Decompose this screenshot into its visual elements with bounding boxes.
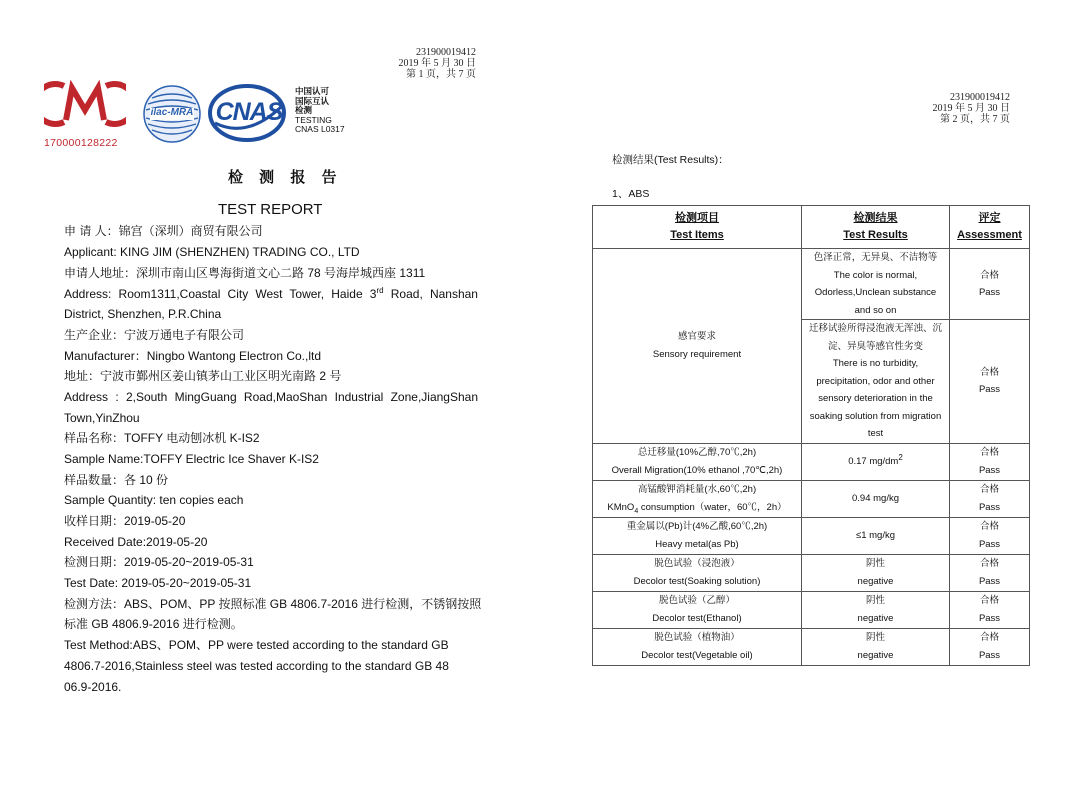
pass-cn: 合格	[979, 558, 999, 569]
header-test-results	[802, 206, 950, 249]
report-title-en: TEST REPORT	[218, 201, 323, 218]
result-value-en: negative	[857, 575, 894, 587]
pass-cn: 合格	[979, 632, 999, 643]
page2-header-meta	[892, 92, 1010, 125]
pass-cn: 合格	[979, 484, 999, 495]
result-line: test	[867, 428, 884, 439]
test-results-table	[592, 205, 1030, 666]
manufacturer-cn: 生产企业：宁波万通电子有限公司	[64, 328, 245, 342]
item-cn: 脱色试验（浸泡液）	[654, 558, 740, 569]
result-line: The color is normal,	[833, 269, 918, 281]
item-cell	[593, 628, 802, 665]
assessment-cell	[950, 628, 1030, 665]
applicant-address-cn: 申请人地址：深圳市南山区粤海街道文心二路 78 号海岸城西座 1311	[64, 266, 426, 280]
cnas-line: TESTING	[295, 114, 332, 125]
sample-name-en: Sample Name:TOFFY Electric Ice Shaver K-IS2	[64, 452, 319, 466]
header-test-items	[593, 206, 802, 249]
table-row	[593, 249, 1030, 320]
test-method-cn: 检测方法：ABS、POM、PP 按照标准 GB 4806.7-2016 进行检测，不锈钢按照	[64, 597, 482, 611]
cnas-mark-text: CNAS	[215, 98, 283, 126]
page1-date: 2019 年 5 月 30 日	[398, 58, 476, 69]
cma-number: 170000128222	[44, 137, 118, 149]
item-en-part-a: KMnO	[607, 501, 635, 513]
pass-en: Pass	[978, 501, 1001, 513]
item-cn: 重金属以(Pb)计(4%乙酸,60℃,2h)	[626, 521, 768, 532]
result-cell	[802, 517, 950, 554]
header-item-cn: 检测项目	[675, 212, 719, 224]
page1-header-meta	[360, 47, 476, 80]
table-row	[593, 554, 1030, 591]
pass-en: Pass	[978, 649, 1001, 661]
pass-en: Pass	[978, 575, 1001, 587]
pass-en: Pass	[978, 538, 1001, 550]
header-result-en: Test Results	[843, 229, 908, 241]
item-en	[595, 499, 799, 517]
table-row	[593, 443, 1030, 480]
manufacturer-en: Manufacturer：Ningbo Wantong Electron Co.,ltd	[64, 349, 322, 363]
result-value: 阴性	[865, 632, 885, 643]
table-row	[593, 517, 1030, 554]
pass-cn: 合格	[979, 447, 999, 458]
section-abs: 1、ABS	[612, 188, 650, 200]
item-cell	[593, 554, 802, 591]
cnas-logo	[207, 83, 291, 143]
pass-cn: 合格	[979, 521, 999, 532]
result-value: 阴性	[865, 595, 885, 606]
pass-en: Pass	[978, 384, 1001, 396]
sample-quantity-cn: 样品数量：各 10 份	[64, 473, 169, 487]
item-cn: 总迁移量(10%乙醇,70℃,2h)	[637, 447, 757, 458]
item-cell	[593, 591, 802, 628]
item-en-part-b: consumption（water，60℃，2h）	[638, 501, 787, 513]
item-en: Sensory requirement	[652, 348, 742, 360]
cma-mark-icon	[44, 80, 126, 128]
manufacturer-address-en: Address : 2,South MingGuang Road,MaoShan Industrial Zone,JiangShan	[64, 390, 478, 404]
item-cn: 感官要求	[677, 331, 716, 343]
header-assess-cn: 评定	[978, 212, 1001, 224]
item-cell	[593, 480, 802, 517]
applicant-address-en	[64, 287, 478, 301]
result-line: soaking solution from migration	[809, 410, 942, 422]
result-cell	[802, 554, 950, 591]
result-line: 淀、异臭等感官性劣变	[827, 340, 923, 352]
result-cell	[802, 591, 950, 628]
test-method-en: Test Method:ABS、POM、PP were tested according to the standard GB	[64, 638, 449, 652]
result-value-en: negative	[857, 612, 894, 624]
result-line: precipitation, odor and other	[816, 375, 935, 387]
received-date-en: Received Date:2019-05-20	[64, 535, 208, 549]
result-unit-exponent: 2	[898, 452, 903, 462]
test-results-heading: 检测结果(Test Results)：	[612, 154, 729, 166]
sample-quantity-en: Sample Quantity: ten copies each	[64, 493, 244, 507]
applicant-address-en-2: District, Shenzhen, P.R.China	[64, 307, 222, 321]
table-header-row	[593, 206, 1030, 249]
sensory-result-2	[802, 320, 950, 444]
test-method-en-3: 06.9-2016.	[64, 680, 122, 694]
result-value: 0.17 mg/dm	[848, 455, 899, 467]
address-en-part-b: Road, Nanshan	[383, 287, 478, 301]
pass-cn: 合格	[979, 366, 999, 378]
header-item-en: Test Items	[670, 229, 724, 241]
assessment-cell	[950, 320, 1030, 444]
item-en: Decolor test(Soaking solution)	[633, 575, 761, 587]
manufacturer-address-cn: 地址：宁波市鄞州区姜山镇茅山工业区明光南路 2 号	[64, 369, 342, 383]
page2-report-number: 231900019412	[950, 92, 1010, 103]
ilac-mark-text: ilac-MRA	[150, 107, 194, 118]
test-method-en-2: 4806.7-2016,Stainless steel was tested according to the standard GB 48	[64, 659, 449, 673]
address-en-part-a: Address: Room1311,Coastal City West Tower, Haide 3	[64, 287, 377, 301]
applicant-en: Applicant: KING JIM (SHENZHEN) TRADING CO., LTD	[64, 245, 360, 259]
address-en-ordinal: rd	[376, 286, 384, 295]
item-en: Decolor test(Ethanol)	[652, 612, 742, 624]
result-cell	[802, 628, 950, 665]
result-line: and so on	[854, 304, 897, 316]
assessment-cell	[950, 554, 1030, 591]
pass-en: Pass	[978, 287, 1001, 298]
cnas-accreditation-text	[295, 87, 345, 135]
table-row	[593, 628, 1030, 665]
page1-page-info: 第 1 页，共 7 页	[406, 69, 476, 80]
page2-date: 2019 年 5 月 30 日	[932, 103, 1010, 114]
report-title-cn: 检 测 报 告	[228, 169, 343, 186]
sample-name-cn: 样品名称：TOFFY 电动刨冰机 K-IS2	[64, 431, 260, 445]
pass-en: Pass	[978, 612, 1001, 624]
item-en: Decolor test(Vegetable oil)	[641, 649, 753, 661]
item-cell	[593, 443, 802, 480]
result-value: ≤1 mg/kg	[855, 529, 895, 541]
table-row	[593, 480, 1030, 517]
header-assessment	[950, 206, 1030, 249]
cnas-line: CNAS L0317	[295, 124, 345, 134]
result-line: 迁移试验所得浸泡液无浑浊、沉	[808, 323, 942, 334]
page1-report-number: 231900019412	[416, 47, 476, 58]
result-line: sensory deterioration in the	[818, 393, 933, 404]
pass-cn: 合格	[979, 269, 999, 281]
item-cn: 高锰酸钾消耗量(水,60℃,2h)	[637, 484, 757, 495]
result-value: 0.94 mg/kg	[852, 492, 899, 504]
result-line: 色泽正常，无异臭、不洁物等	[813, 252, 938, 263]
assessment-cell	[950, 591, 1030, 628]
cnas-line: 国际互认	[295, 95, 330, 106]
assessment-cell	[950, 480, 1030, 517]
pass-cn: 合格	[979, 595, 999, 606]
received-date-cn: 收样日期：2019-05-20	[64, 514, 186, 528]
result-value: 阴性	[865, 558, 885, 569]
assessment-cell	[950, 443, 1030, 480]
test-method-cn-2: 标准 GB 4806.9-2016 进行检测。	[64, 617, 243, 631]
test-date-cn: 检测日期：2019-05-20~2019-05-31	[64, 555, 254, 569]
item-cn: 脱色试验（乙醇）	[658, 595, 735, 606]
test-date-en: Test Date: 2019-05-20~2019-05-31	[64, 576, 252, 590]
item-cn: 脱色试验（植物油）	[654, 632, 740, 643]
sensory-result-1	[802, 249, 950, 320]
result-value-en: negative	[857, 649, 894, 661]
result-line: There is no turbidity,	[832, 358, 919, 369]
result-cell	[802, 443, 950, 480]
cnas-line: 中国认可	[295, 86, 330, 96]
result-line: Odorless,Unclean substance	[814, 287, 937, 298]
sensory-item-cell	[593, 249, 802, 444]
item-en: Heavy metal(as Pb)	[655, 538, 739, 550]
cnas-line: 检测	[295, 105, 313, 115]
assessment-cell	[950, 517, 1030, 554]
pass-en: Pass	[978, 464, 1001, 476]
assessment-cell	[950, 249, 1030, 320]
page2-page-info: 第 2 页，共 7 页	[940, 114, 1010, 125]
cma-logo	[44, 80, 126, 149]
item-cell	[593, 517, 802, 554]
item-en: Overall Migration(10% ethanol ,70℃,2h)	[611, 464, 783, 476]
table-row	[593, 591, 1030, 628]
applicant-cn: 申 请 人：锦宫（深圳）商贸有限公司	[64, 224, 263, 238]
ilac-mra-logo	[142, 84, 202, 144]
header-assess-en: Assessment	[957, 229, 1022, 241]
item-en-subscript: 4	[634, 507, 639, 515]
header-result-cn: 检测结果	[853, 212, 898, 224]
manufacturer-address-en-2: Town,YinZhou	[64, 411, 140, 425]
result-cell	[802, 480, 950, 517]
